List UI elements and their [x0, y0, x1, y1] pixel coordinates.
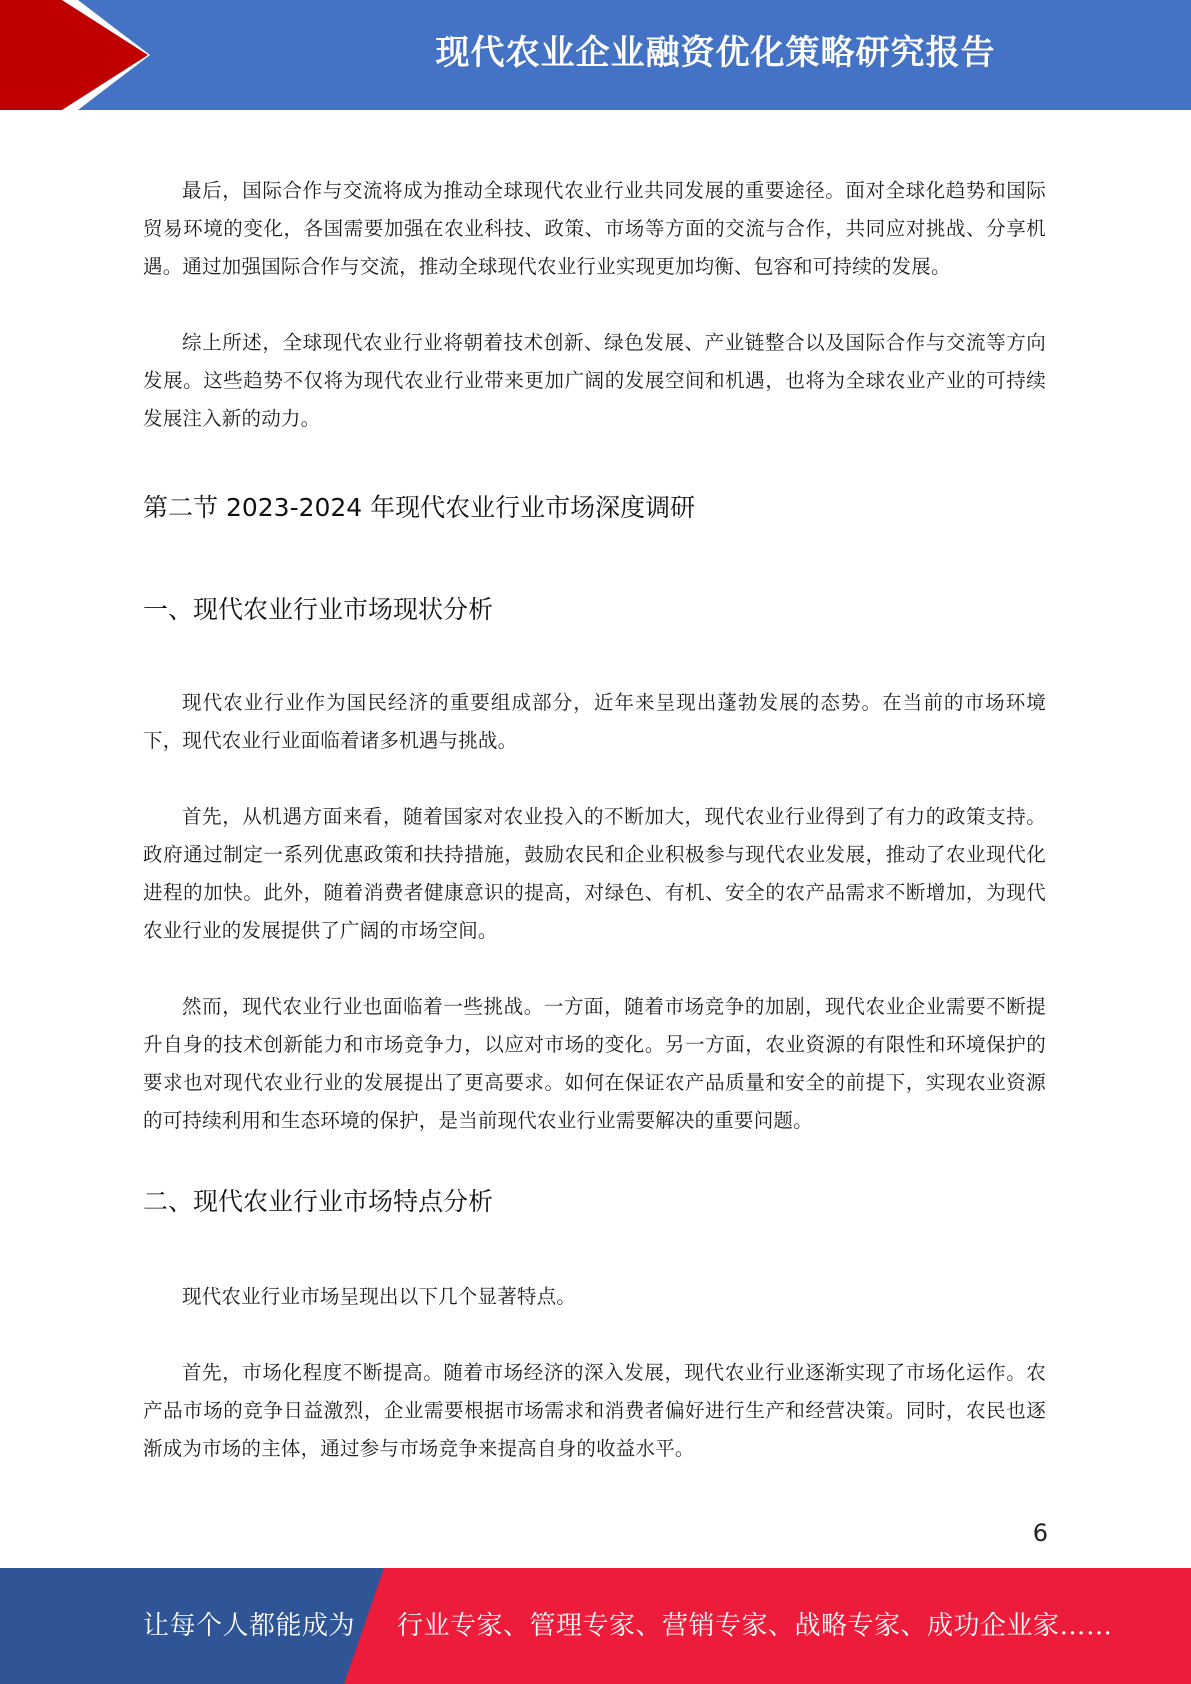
paragraph: 综上所述，全球现代农业行业将朝着技术创新、绿色发展、产业链整合以及国际合作与交流等方向发展。这些趋势不仅将为现代农业行业带来更加广阔的发展空间和机遇，也将为全球农业产业的可持续发展注入新的动力。	[143, 331, 1046, 430]
paragraph: 首先，市场化程度不断提高。随着市场经济的深入发展，现代农业行业逐渐实现了市场化运作。农产品市场的竞争日益激烈，企业需要根据市场需求和消费者偏好进行生产和经营决策。同时，农民也逐渐成为市场的主体，通过参与市场竞争来提高自身的收益水平。	[143, 1361, 1046, 1460]
page-header	[0, 0, 1191, 110]
section-heading: 第二节 2023-2024 年现代农业行业市场深度调研	[143, 493, 696, 522]
page-number: 6	[1032, 1519, 1048, 1547]
subsection-heading: 一、现代农业行业市场现状分析	[143, 595, 494, 624]
footer-slogan-left: 让每个人都能成为	[143, 1611, 356, 1641]
paragraph: 最后，国际合作与交流将成为推动全球现代农业行业共同发展的重要途径。面对全球化趋势和国际贸易环境的变化，各国需要加强在农业科技、政策、市场等方面的交流与合作，共同应对挑战、分享机遇。通过加强国际合作与交流，推动全球现代农业行业实现更加均衡、包容和可持续的发展。	[143, 179, 1046, 278]
paragraph: 现代农业行业作为国民经济的重要组成部分，近年来呈现出蓬勃发展的态势。在当前的市场环境下，现代农业行业面临着诸多机遇与挑战。	[143, 691, 1046, 752]
report-title: 现代农业企业融资优化策略研究报告	[435, 33, 996, 73]
subsection-heading: 二、现代农业行业市场特点分析	[143, 1187, 494, 1216]
paragraph: 首先，从机遇方面来看，随着国家对农业投入的不断加大，现代农业行业得到了有力的政策支持。政府通过制定一系列优惠政策和扶持措施，鼓励农民和企业积极参与现代农业发展，推动了农业现代化进程的加快。此外，随着消费者健康意识的提高，对绿色、有机、安全的农产品需求不断增加，为现代农业行业的发展提供了广阔的市场空间。	[143, 805, 1046, 942]
page-content	[143, 172, 1046, 1468]
page-footer	[0, 1568, 1191, 1684]
paragraph: 然而，现代农业行业也面临着一些挑战。一方面，随着市场竞争的加剧，现代农业企业需要不断提升自身的技术创新能力和市场竞争力，以应对市场的变化。另一方面，农业资源的有限性和环境保护的要求也对现代农业行业的发展提出了更高要求。如何在保证农产品质量和安全的前提下，实现农业资源的可持续利用和生态环境的保护，是当前现代农业行业需要解决的重要问题。	[143, 995, 1046, 1132]
footer-slogan-right: 行业专家、管理专家、营销专家、战略专家、成功企业家……	[397, 1611, 1113, 1641]
paragraph: 现代农业行业市场呈现出以下几个显著特点。	[182, 1285, 577, 1308]
